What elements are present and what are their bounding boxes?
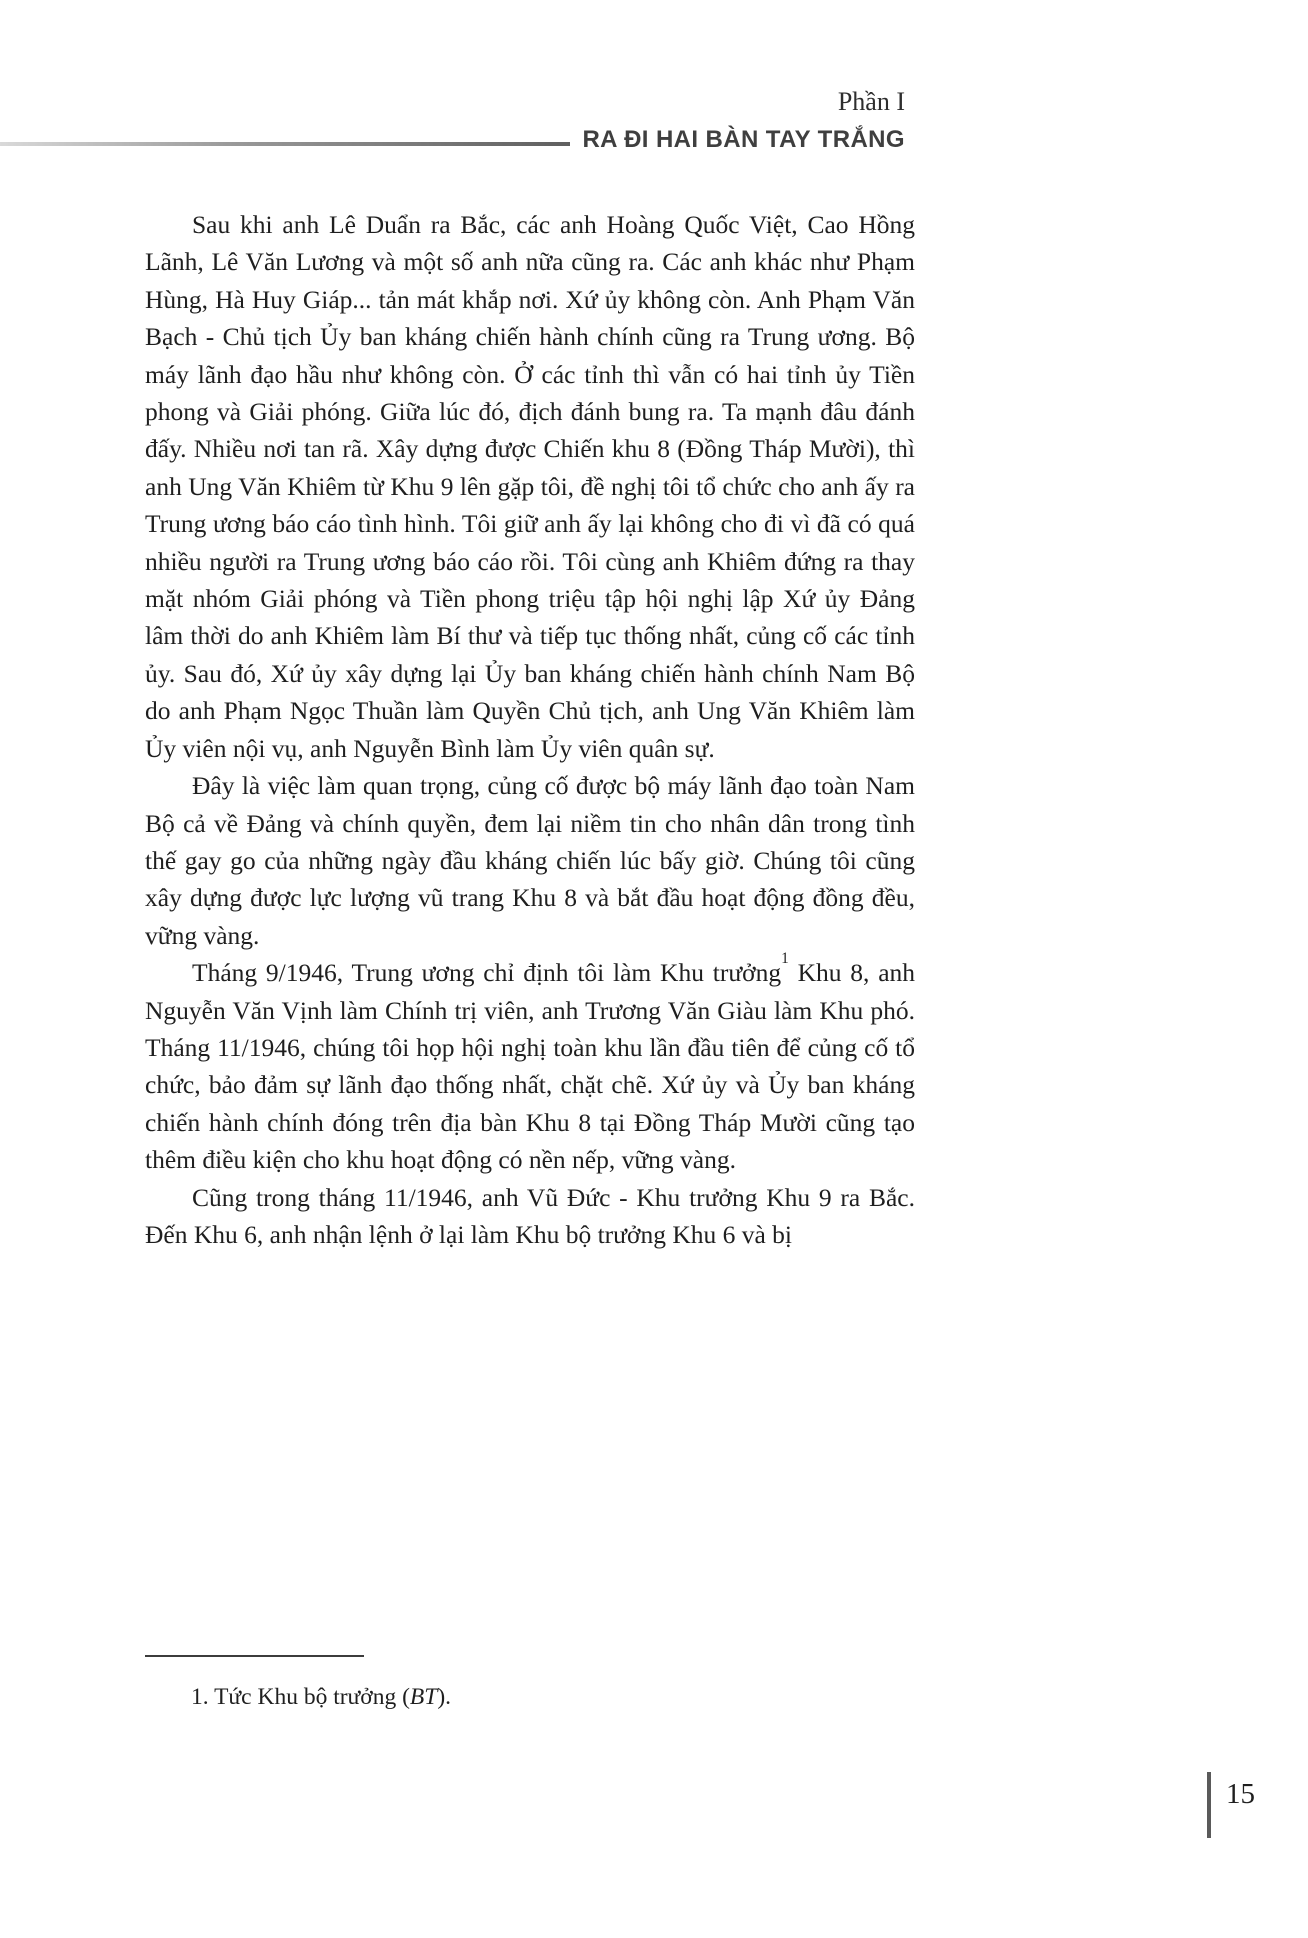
paragraph-3-text: Tháng 9/1946, Trung ương chỉ định tôi làm Khu trưởng (192, 958, 782, 988)
chapter-title-row (0, 126, 905, 154)
footnote-text-after: ). (437, 1684, 452, 1710)
header-rule (0, 142, 570, 146)
footnote-text (145, 1681, 915, 1714)
footnote-reference-1: 1 (781, 950, 789, 968)
footnote-abbrev: BT (409, 1684, 438, 1710)
body-text (145, 206, 915, 1253)
paragraph-1: Sau khi anh Lê Duẩn ra Bắc, các anh Hoàng Quốc Việt, Cao Hồng Lãnh, Lê Văn Lương và một số anh nữa cũng ra. Các anh khác như Phạm Hùng, Hà Huy Giáp... tản mát khắp nơi. Xứ ủy không còn. Anh Phạm Văn Bạch - Chủ tịch Ủy ban kháng chiến hành chính cũng ra Trung ương. Bộ máy lãnh đạo hầu như không còn. Ở các tỉnh thì vẫn có hai tỉnh ủy Tiền phong và Giải phóng. Giữa lúc đó, địch đánh bung ra. Ta mạnh đâu đánh đấy. Nhiều nơi tan rã. Xây dựng được Chiến khu 8 (Đồng Tháp Mười), thì anh Ung Văn Khiêm từ Khu 9 lên gặp tôi, đề nghị tôi tổ chức cho anh ấy ra Trung ương báo cáo tình hình. Tôi giữ anh ấy lại không cho đi vì đã có quá nhiều người ra Trung ương báo cáo rồi. Tôi cùng anh Khiêm đứng ra thay mặt nhóm Giải phóng và Tiền phong triệu tập hội nghị lập Xứ ủy Đảng lâm thời do anh Khiêm làm Bí thư và tiếp tục thống nhất, củng cố các tỉnh ủy. Sau đó, Xứ ủy xây dựng lại Ủy ban kháng chiến hành chính Nam Bộ do anh Phạm Ngọc Thuần làm Quyền Chủ tịch, anh Ung Văn Khiêm làm Ủy viên nội vụ, anh Nguyễn Bình làm Ủy viên quân sự. (145, 210, 915, 763)
page-number-block (1207, 1772, 1255, 1838)
paragraph-3 (145, 950, 916, 1178)
page-number-rule (1207, 1772, 1211, 1838)
chapter-title: RA ĐI HAI BÀN TAY TRẮNG (582, 126, 905, 154)
page-number: 15 (1226, 1778, 1255, 1810)
footnote-text-before: 1. Tức Khu bộ trưởng ( (191, 1684, 410, 1710)
page-header (0, 86, 905, 154)
paragraph-2: Đây là việc làm quan trọng, củng cố được bộ máy lãnh đạo toàn Nam Bộ cả về Đảng và chính quyền, đem lại niềm tin cho nhân dân trong tình thế gay go của những ngày đầu kháng chiến lúc bấy giờ. Chúng tôi cũng xây dựng được lực lượng vũ trang Khu 8 và bắt đầu hoạt động đồng đều, vững vàng. (145, 771, 915, 950)
paragraph-4: Cũng trong tháng 11/1946, anh Vũ Đức - Khu trưởng Khu 9 ra Bắc. Đến Khu 6, anh nhận lệnh ở lại làm Khu bộ trưởng Khu 6 và bị (145, 1182, 915, 1249)
footnote-area (145, 1655, 915, 1714)
footnote-separator (145, 1655, 364, 1657)
paragraph-3-text-after: Khu 8, anh Nguyễn Văn Vịnh làm Chính trị viên, anh Trương Văn Giàu làm Khu phó. Tháng 11/1946, chúng tôi họp hội nghị toàn khu lần đầu tiên để củng cố tổ chức, bảo đảm sự lãnh đạo thống nhất, chặt chẽ. Xứ ủy và Ủy ban kháng chiến hành chính đóng trên địa bàn Khu 8 tại Đồng Tháp Mười cũng tạo thêm điều kiện cho khu hoạt động có nền nếp, vững vàng. (145, 958, 916, 1175)
part-label: Phần I (837, 87, 905, 116)
